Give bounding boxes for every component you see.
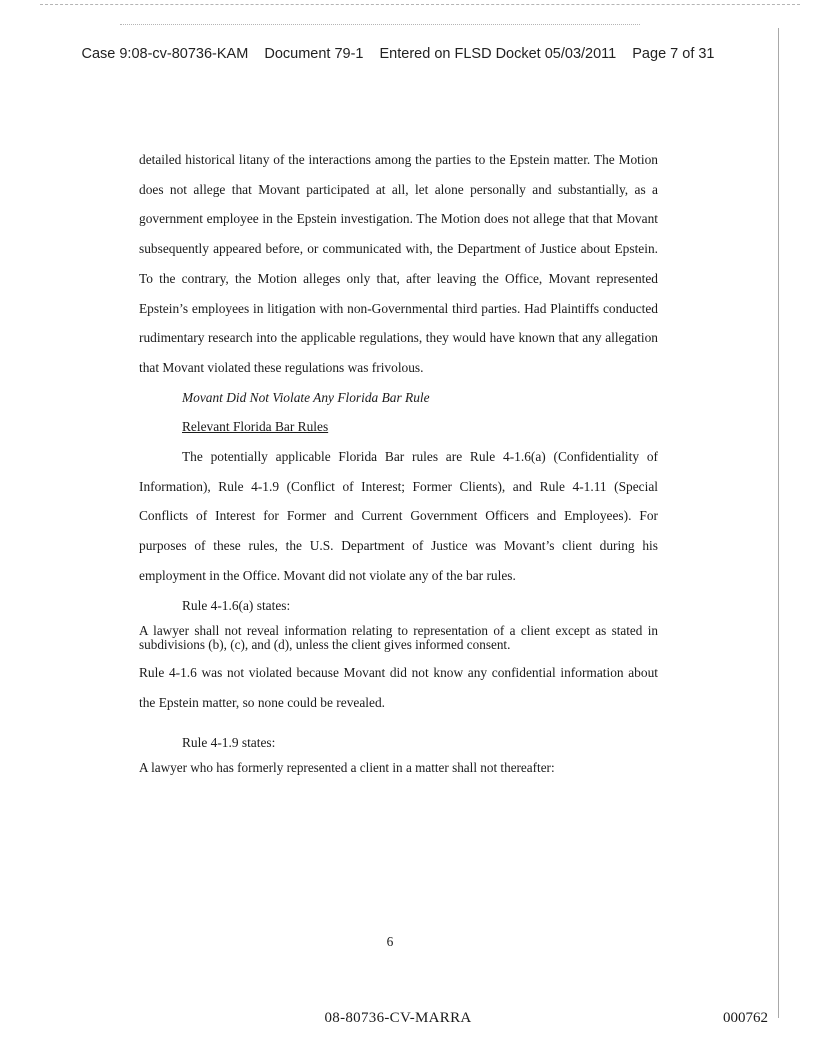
page-count: Page 7 of 31 — [632, 46, 715, 62]
docket-header — [0, 46, 796, 62]
section-heading: Movant Did Not Violate Any Florida Bar Rule — [182, 389, 430, 405]
scan-edge-rule — [778, 28, 779, 1018]
rule-4-1-6-quote: A lawyer shall not reveal information relating to representation of a client except as stated in subdivisions (b), (c), and (d), unless the client gives informed consent. — [139, 623, 658, 653]
paragraph-1: detailed historical litany of the interactions among the parties to the Epstein matter. The Motion does not allege that Movant participated at all, let alone personally and substantially, as a government employee in the Epstein investigation. The Motion does not allege that that Movant subsequently appeared before, or communicated with, the Department of Justice about Epstein. To the contrary, the Motion alleges only that, after leaving the Office, Movant represented Epstein’s employees in litigation with non-Governmental third parties. Had Plaintiffs conducted rudimentary research into the applicable regulations, they would have known that any allegation that Movant violated these regulations was frivolous. — [139, 152, 658, 375]
paragraph-2: The potentially applicable Florida Bar rules are Rule 4-1.6(a) (Confidentiality of Information), Rule 4-1.9 (Conflict of Interest; Former Clients), and Rule 4-1.11 (Special Conflicts of Interest for Former and Current Government Officers and Employees). For purposes of these rules, the U.S. Department of Justice was Movant’s client during his employment in the Office. Movant did not violate any of the bar rules. — [139, 449, 658, 583]
scan-artifact-top — [40, 4, 800, 5]
case-number: Case 9:08-cv-80736-KAM — [81, 46, 249, 62]
footer-case-id: 08-80736-CV-MARRA — [324, 1010, 472, 1026]
document-number: Document 79-1 — [264, 46, 364, 62]
subsection-heading: Relevant Florida Bar Rules — [182, 419, 329, 435]
rule-4-1-9-quote: A lawyer who has formerly represented a client in a matter shall not thereafter: — [139, 760, 555, 776]
rule-4-1-9-label: Rule 4-1.9 states: — [182, 734, 276, 750]
page-number: 6 — [386, 934, 394, 949]
paragraph-3: Rule 4-1.6 was not violated because Movant did not know any confidential information about the Epstein matter, so none could be revealed. — [139, 665, 658, 710]
docket-entry: Entered on FLSD Docket 05/03/2011 — [379, 46, 617, 62]
rule-4-1-6-label: Rule 4-1.6(a) states: — [182, 597, 291, 613]
scan-artifact-top-2 — [120, 24, 640, 25]
bates-number: 000762 — [723, 1010, 768, 1026]
document-body — [139, 145, 658, 781]
